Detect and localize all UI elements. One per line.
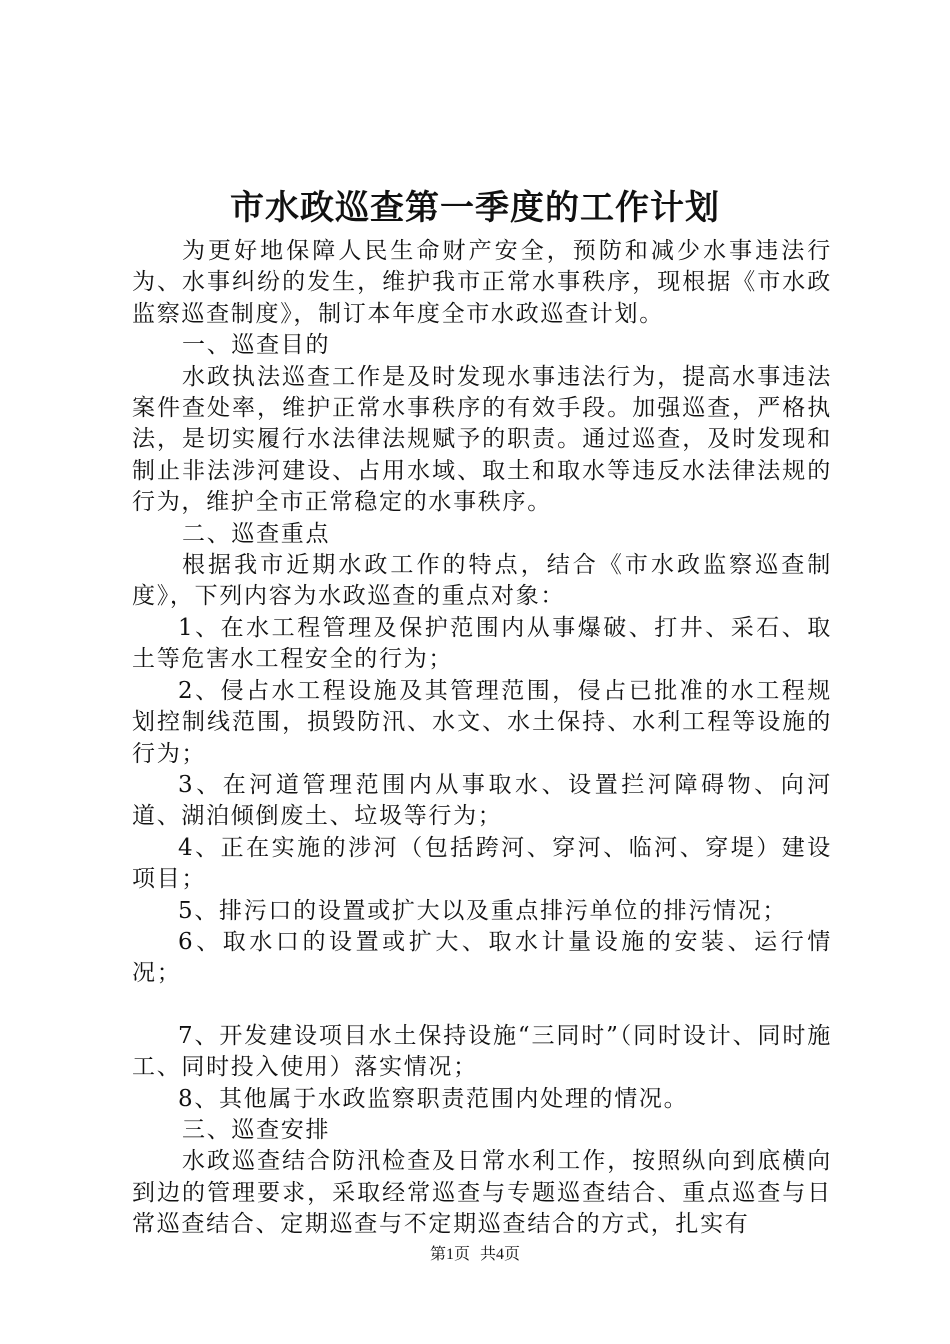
page-footer xyxy=(0,1244,950,1266)
list-item: 4、正在实施的涉河（包括跨河、穿河、临河、穿堤）建设项目； xyxy=(132,834,832,893)
intro-paragraph: 为更好地保障人民生命财产安全，预防和减少水事违法行为、水事纠纷的发生，维护我市正常水事秩序，现根据《市水政监察巡查制度》，制订本年度全市水政巡查计划。 xyxy=(132,238,832,327)
list-item: 6、取水口的设置或扩大、取水计量设施的安装、运行情况； xyxy=(132,928,832,987)
section-paragraph-focus: 根据我市近期水政工作的特点，结合《市水政监察巡查制度》，下列内容为水政巡查的重点对象： xyxy=(132,552,832,610)
section-paragraph-purpose: 水政执法巡查工作是及时发现水事违法行为，提高水事违法案件查处率，维护正常水事秩序的有效手段。加强巡查，严格执法，是切实履行水法律法规赋予的职责。通过巡查，及时发现和制止非法涉河建设、占用水域、取土和取水等违反水法律法规的行为，维护全市正常稳定的水事秩序。 xyxy=(132,363,832,516)
blank-line xyxy=(132,990,832,1021)
document-body xyxy=(132,236,832,1241)
section-heading-purpose: 一、巡查目的 xyxy=(182,332,331,359)
list-item: 7、开发建设项目水土保持设施“三同时”（同时设计、同时施工、同时投入使用）落实情况； xyxy=(132,1022,832,1081)
list-item: 3、在河道管理范围内从事取水、设置拦河障碍物、向河道、湖泊倾倒废土、垃圾等行为； xyxy=(132,771,832,830)
section-heading-arrangement: 三、巡查安排 xyxy=(182,1116,331,1143)
list-item: 8、其他属于水政监察职责范围内处理的情况。 xyxy=(178,1085,689,1112)
page-number: 第1页 xyxy=(429,1246,470,1263)
document-title: 市水政巡查第一季度的工作计划 xyxy=(230,188,720,228)
page-total: 共4页 xyxy=(480,1246,521,1263)
section-paragraph-arrangement: 水政巡查结合防汛检查及日常水利工作，按照纵向到底横向到边的管理要求，采取经常巡查与专题巡查结合、重点巡查与日常巡查结合、定期巡查与不定期巡查结合的方式，扎实有 xyxy=(132,1148,832,1238)
list-item: 2、侵占水工程设施及其管理范围，侵占已批准的水工程规划控制线范围，损毁防汛、水文、水土保持、水利工程等设施的行为； xyxy=(132,677,832,767)
section-heading-focus: 二、巡查重点 xyxy=(182,520,331,547)
list-item: 1、在水工程管理及保护范围内从事爆破、打井、采石、取土等危害水工程安全的行为； xyxy=(132,614,832,673)
list-item: 5、排污口的设置或扩大以及重点排污单位的排污情况； xyxy=(178,897,788,924)
